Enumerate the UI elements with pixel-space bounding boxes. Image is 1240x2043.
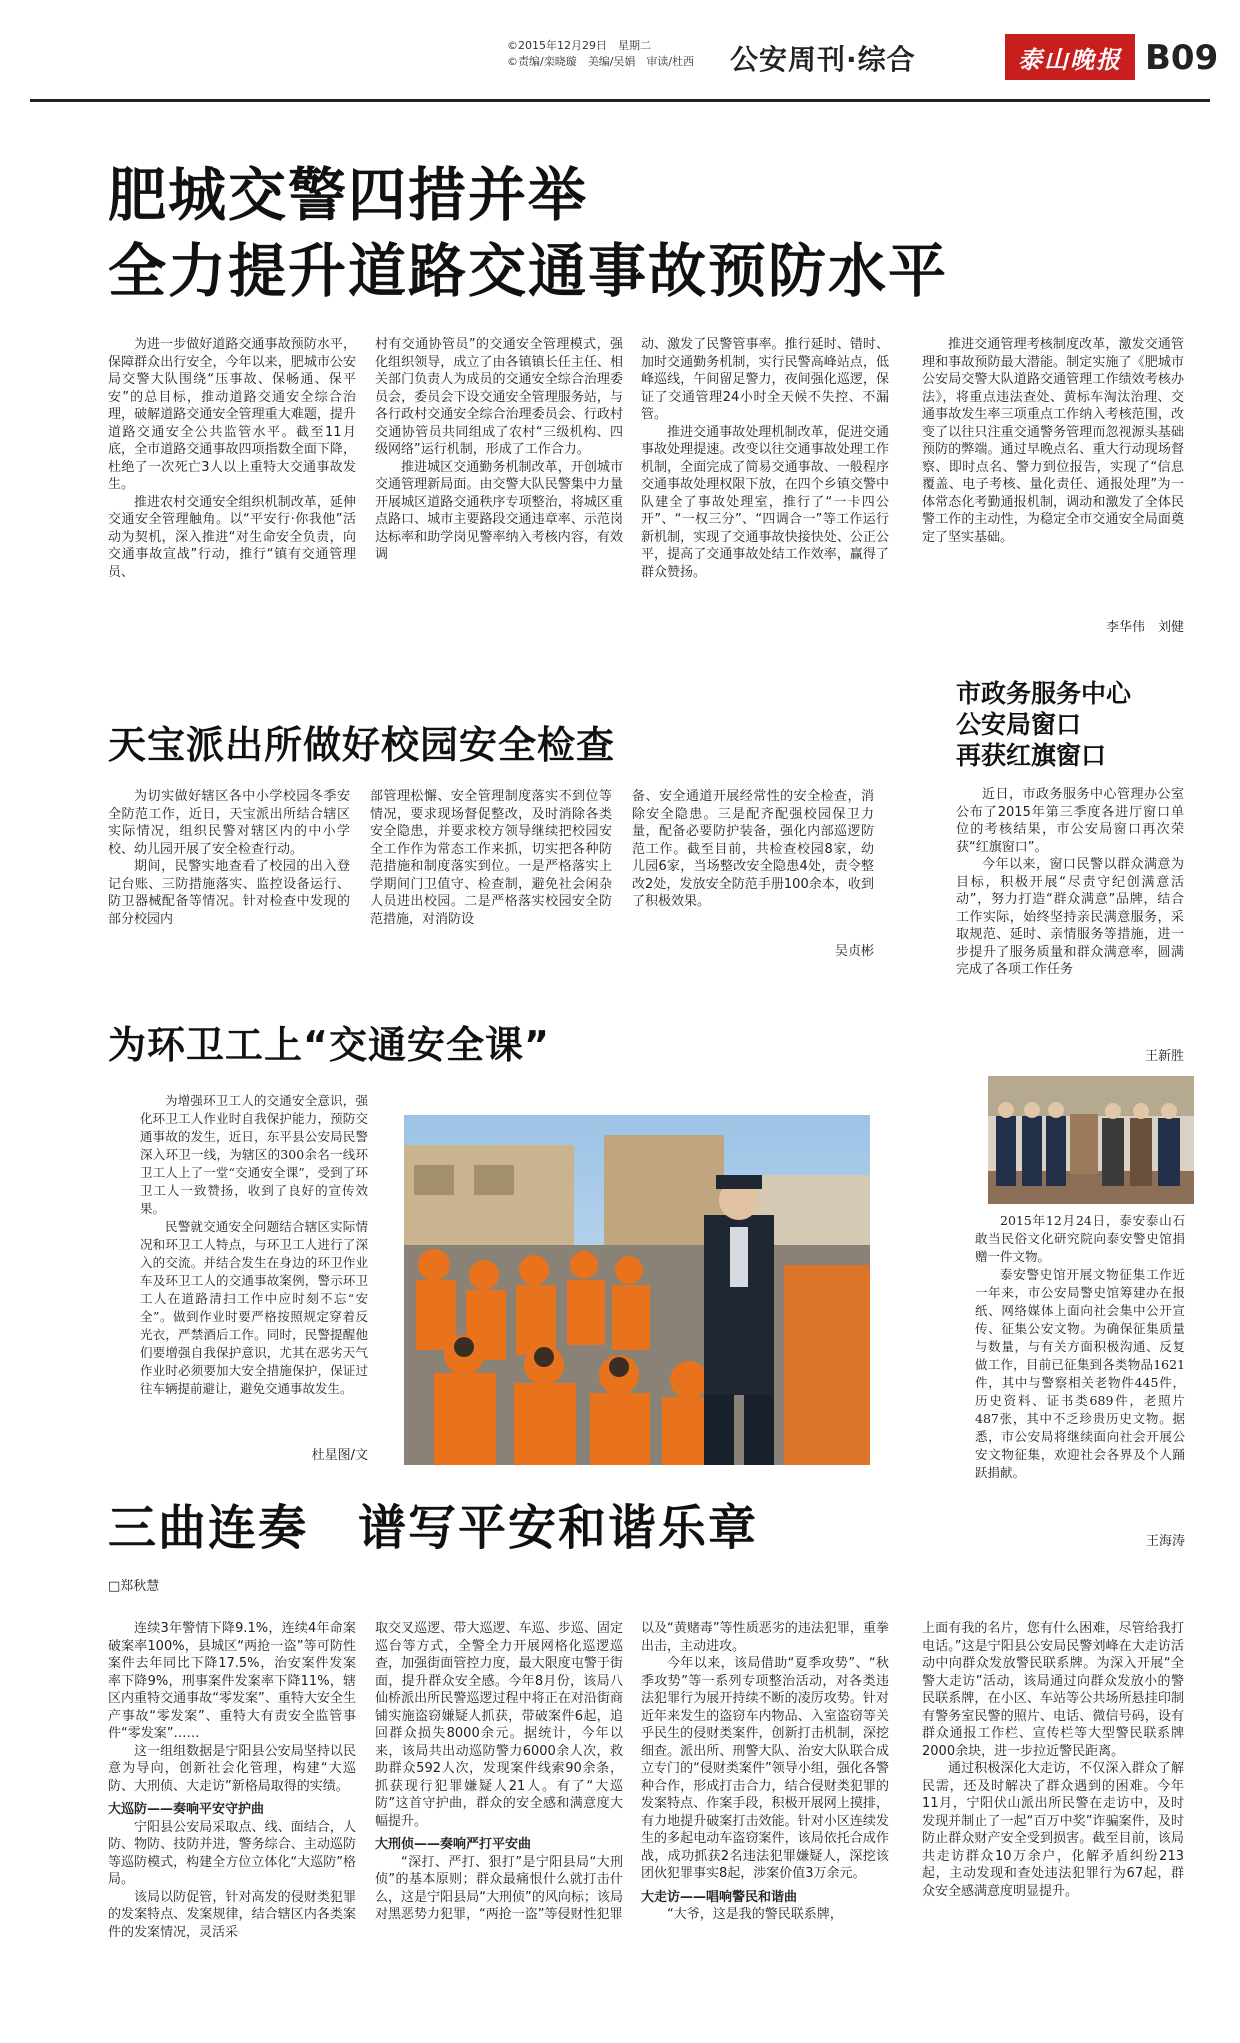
- article1-title-line1: 肥城交警四措并举: [108, 161, 589, 229]
- article1-col1: [108, 336, 356, 636]
- article3-title-line1: 市政务服务中心: [956, 679, 1132, 708]
- article5-caption: [975, 1212, 1185, 1530]
- article1-col2: [375, 336, 623, 636]
- article6-col2: [375, 1620, 623, 2040]
- paragraph: 推进交通管理考核制度改革，激发交通管理和事故预防最大潜能。制定实施了《肥城市公安局交警大队道路交通管理工作绩效考核办法》，将重点违法查处、黄标车淘汰治理、交通事故发生率三项重点工作纳入考核范围，改变了以往只注重交通警务管理而忽视源头基础预防的弊端。通过早晚点名、重大行动现场督察、即时点名、警力到位报告，实现了“信息覆盖、电子考核、量化责任、通报处理”为一体常态化考勤通报机制，调动和激发了全体民警工作的主动性，为稳定全市交通安全局面奠定了坚实基础。: [922, 337, 1184, 545]
- paragraph: 推进城区交通勤务机制改革，开创城市交通管理新局面。由交警大队民警集中力量开展城区道路交通秩序专项整治，将城区重点路口、城市主要路段交通违章率、示范岗达标率和助学岗见警率纳入考核内容，有效调: [375, 459, 623, 562]
- subheading: 大刑侦——奏响严打平安曲: [375, 1837, 532, 1852]
- article3-body: [956, 786, 1184, 1046]
- paragraph: “大爷，这是我的警民联系牌，: [667, 1907, 843, 1922]
- article3-title-line3: 再获红旗窗口: [956, 741, 1107, 770]
- subheading: 大巡防——奏响平安守护曲: [108, 1802, 265, 1817]
- article2-col3: [632, 788, 874, 938]
- paragraph: 通过积极深化大走访，不仅深入群众了解民需，还及时解决了群众遇到的困难。今年11月，宁阳伏山派出所民警在走访中，及时发现并制止了一起“百万中奖”诈骗案件，及时防止群众财产安全受到损害。截至目前，该局共走访群众10万余户，化解矛盾纠纷213起，主动发现和查处违法犯罪行为67起，群众安全感满意度明显提升。: [922, 1761, 1184, 1899]
- article3-title-line2: 公安局窗口: [956, 710, 1082, 739]
- article3-author: 王新胜: [1144, 1049, 1184, 1064]
- issue-date: ©2015年12月29日 星期二: [507, 39, 651, 52]
- article6-col1: [108, 1620, 356, 2040]
- newspaper-logo: 泰山晚报: [1005, 34, 1135, 80]
- paragraph: 上面有我的名片，您有什么困难，尽管给我打电话。”这是宁阳县公安局民警刘峰在大走访活动中向群众发放警民联系牌。为深入开展“全警大走访”活动，该局通过向群众发放小的警民联系牌，在小区、车站等公共场所悬挂印制有警务室民警的照片、电话、微信号码，设有群众通报工作栏、宣传栏等大型警民联系牌2000余块，进一步拉近警民距离。: [922, 1621, 1184, 1759]
- subheading: 大走访——唱响警民和谐曲: [641, 1889, 798, 1905]
- article5-author: 王海涛: [1145, 1534, 1185, 1549]
- paragraph: 连续3年警情下降9.1%，连续4年命案破案率100%，县城区“两抢一盗”等可防性案件去年同比下降17.5%，治安案件发案率下降9%，刑事案件发案率下降11%，辖区内重特交通事故“零发案”、重特大安全生产事故“零发案”、重特大有责安全监管事件“零发案”……: [108, 1621, 356, 1741]
- paragraph: 以及“黄赌毒”等性质恶劣的违法犯罪，重拳出击，主动进攻。: [641, 1621, 889, 1654]
- paragraph: 推进农村交通安全组织机制改革，延伸交通安全管理触角。以“平安行·你我他”活动为契机，深入推进“对生命安全负责，向交通事故宣战”行动，推行“镇有交通管理员、: [108, 494, 356, 580]
- header-rule: [30, 99, 1210, 102]
- paragraph: 这一组组数据是宁阳县公安局坚持以民意为导向，创新社会化管理，构建“大巡防、大刑侦、大走访”新格局取得的实绩。: [108, 1743, 356, 1794]
- paragraph: 近日，市政务服务中心管理办公室公布了2015年第三季度各进厅窗口单位的考核结果，市公安局窗口再次荣获“红旗窗口”。: [956, 787, 1184, 855]
- paragraph: 期间，民警实地查看了校园的出入登记台账、三防措施落实、监控设备运行、防卫器械配备等情况。针对检查中发现的部分校园内: [108, 859, 350, 927]
- section-title: 公安周刊·综合: [730, 43, 916, 76]
- article6-col3: [641, 1620, 889, 2040]
- police-lecture-photo: [404, 1115, 870, 1465]
- paragraph: 为进一步做好道路交通事故预防水平，保障群众出行安全，今年以来，肥城市公安局交警大队围绕“压事故、保畅通、保平安”的总目标，推动道路交通安全综合治理，破解道路交通安全管理重大难题，提升道路交通安全公共监管水平。截至11月底，全市道路交通事故四项指数全面下降，杜绝了一次死亡3人以上重特大交通事故发生。: [108, 337, 356, 492]
- paragraph: 备、安全通道开展经常性的安全检查，消除安全隐患。三是配齐配强校园保卫力量，配备必要防护装备，强化内部巡逻防范工作。截至目前，共检查校园8家，幼儿园6家，当场整改安全隐患4处，责令整改2处，发放安全防范手册100余本，收到了积极效果。: [632, 789, 874, 909]
- paragraph: 取交叉巡逻、带大巡逻、车巡、步巡、固定巡台等方式，全警全力开展网格化巡逻巡查，加强街面管控力度，最大限度屯警于街面，提升群众安全感。今年8月份，该局八仙桥派出所民警巡逻过程中将正在对沿街商铺实施盗窃嫌疑人抓获，带破案件6起，追回群众损失8000余元。据统计，今年以来，该局共出动巡防警力6000余人次，救助群众592人次，发现案件线索90余条，抓获现行犯罪嫌疑人21人。有了“大巡防”这首守护曲，群众的安全感和满意度大幅提升。: [375, 1621, 623, 1829]
- paragraph: 2015年12月24日，泰安泰山石敢当民俗文化研究院向泰安警史馆捐赠一件文物。: [975, 1213, 1185, 1264]
- article2-col1: [108, 788, 350, 968]
- article1-col4: [922, 336, 1184, 620]
- article4-title: 为环卫工上“交通安全课”: [108, 1023, 550, 1067]
- article6-byline: □郑秋慧: [108, 1579, 160, 1594]
- paragraph: 推进交通事故处理机制改革，促进交通事故处理提速。改变以往交通事故处理工作机制，全面完成了简易交通事故、一般程序交通事故处理权限下放，在四个乡镇交警中队建全了事故处理室，推行了“一卡四公开”、“一权三分”、“四调合一”等工作运行新机制，实现了交通事故快接快处、公正公平，提高了交通事故处结工作效率，赢得了群众赞扬。: [641, 424, 889, 580]
- header-meta: [507, 38, 727, 70]
- paragraph: 该局以防促管，针对高发的侵财类犯罪的发案特点、发案规律，结合辖区内各类案件的发案情况，灵活采: [108, 1889, 356, 1940]
- page-number: B09: [1145, 38, 1219, 78]
- paragraph: 今年以来，窗口民警以群众满意为目标，积极开展“尽责守纪创满意活动”，努力打造“群众满意”品牌，结合工作实际，始终坚持亲民满意服务，采取规范、延时、亲情服务等措施，进一步提升了服务质量和群众满意率，圆满完成了各项工作任务: [956, 857, 1184, 977]
- donation-ceremony-photo: [988, 1076, 1194, 1204]
- paragraph: 部管理松懈、安全管理制度落实不到位等情况，要求现场督促整改，及时消除各类安全隐患，并要求校方领导继续把校园安全工作作为常态工作来抓，切实把各种防范措施和制度落实到位。一是严格落实上学期间门卫值守、检查制，避免社会闲杂人员进出校园。二是严格落实校园安全防范措施，对消防设: [370, 789, 612, 927]
- article6-col4: [922, 1620, 1184, 2040]
- article4-author: 杜星图/文: [311, 1448, 368, 1463]
- paragraph: 为切实做好辖区各中小学校园冬季安全防范工作，近日，天宝派出所结合辖区实际情况，组织民警对辖区内的中小学校、幼儿园开展了安全检查行动。: [108, 789, 350, 857]
- article6-title: 三曲连奏 谱写平安和谐乐章: [108, 1500, 759, 1556]
- article2-col2: [370, 788, 612, 968]
- editors-line: ©责编/栾晓璇 美编/吴娟 审读/杜西: [507, 55, 695, 68]
- paragraph: 动、激发了民警管事率。推行延时、错时、加时交通勤务机制，实行民警高峰站点，低峰巡线，午间留足警力，夜间强化巡逻，保证了交通管理24小时全天候不失控、不漏管。: [641, 337, 889, 422]
- paragraph: 宁阳县公安局采取点、线、面结合，人防、物防、技防并进，警务综合、主动巡防等巡防模式，构建全方位立体化“大巡防”格局。: [108, 1819, 356, 1887]
- article4-body: [140, 1092, 368, 1442]
- paragraph: “深打、严打、狠打”是宁阳县局“大刑侦”的基本原则；群众最痛恨什么就打击什么，这是宁阳县局“大刑侦”的风向标；该局对黑恶势力犯罪，“两抢一盗”等侵财性犯罪: [375, 1854, 623, 1922]
- article1-col3: [641, 336, 889, 636]
- paragraph: 今年以来，该局借助“夏季攻势”、“秋季攻势”等一系列专项整治活动，对各类违法犯罪行为展开持续不断的凌厉攻势。针对近年来发生的盗窃车内物品、入室盗窃等关乎民生的侵财类案件，创新打击机制，深挖细查。派出所、刑警大队、治安大队联合成立专门的“侵财类案件”领导小组，强化各警种合作，形成打击合力，结合侵财类犯罪的发案特点、作案手段，积极开展网上摸排，有力地提升破案打击效能。针对小区连续发生的多起电动车盗窃案件，该局依托合成作战，成功抓获2名违法犯罪嫌疑人，深挖该团伙犯罪事实8起，涉案价值3万余元。: [641, 1656, 889, 1881]
- article2-author: 吴贞彬: [834, 944, 874, 959]
- paragraph: 为增强环卫工人的交通安全意识，强化环卫工人作业时自我保护能力，预防交通事故的发生，近日，东平县公安局民警深入环卫一线，为辖区的300余名一线环卫工人上了一堂“交通安全课”，受到了环卫工人一致赞扬，收到了良好的宣传效果。: [140, 1093, 368, 1216]
- article1-author: 李华伟 刘健: [1105, 620, 1184, 635]
- paragraph: 村有交通协管员”的交通安全管理模式，强化组织领导，成立了由各镇镇长任主任、相关部门负责人为成员的交通安全综合治理委员会，委员会下设交通安全管理服务站，与各行政村交通安全综合治理委员会、行政村交通协管员共同组成了农村“三级机构、四级网络”运行机制，形成了工作合力。: [375, 337, 623, 457]
- article1-title-line2: 全力提升道路交通事故预防水平: [108, 237, 949, 305]
- paragraph: 民警就交通安全问题结合辖区实际情况和环卫工人特点，与环卫工人进行了深入的交流。并结合发生在身边的环卫作业车及环卫工人的交通事故案例，警示环卫工人在道路清扫工作中应时刻不忘“安全”。做到作业时要严格按照规定穿着反光衣，严禁酒后工作。同时，民警提醒他们要增强自我保护意识，尤其在恶劣天气作业时必须要加大安全措施保护，保证过往车辆提前避让，避免交通事故发生。: [140, 1219, 368, 1396]
- article2-title: 天宝派出所做好校园安全检查: [108, 723, 616, 767]
- paragraph: 泰安警史馆开展文物征集工作近一年来，市公安局警史馆筹建办在报纸、网络媒体上面向社会集中公开宣传、征集公安文物。为确保征集质量与数量，与有关方面积极沟通、反复做工作，目前已征集到各类物品1621件，其中与警察相关老物件445件，历史资料、证书类689件，老照片487张，其中不乏珍贵历史文物。据悉，市公安局将继续面向社会开展公安文物征集，欢迎社会各界及个人踊跃捐献。: [975, 1267, 1185, 1480]
